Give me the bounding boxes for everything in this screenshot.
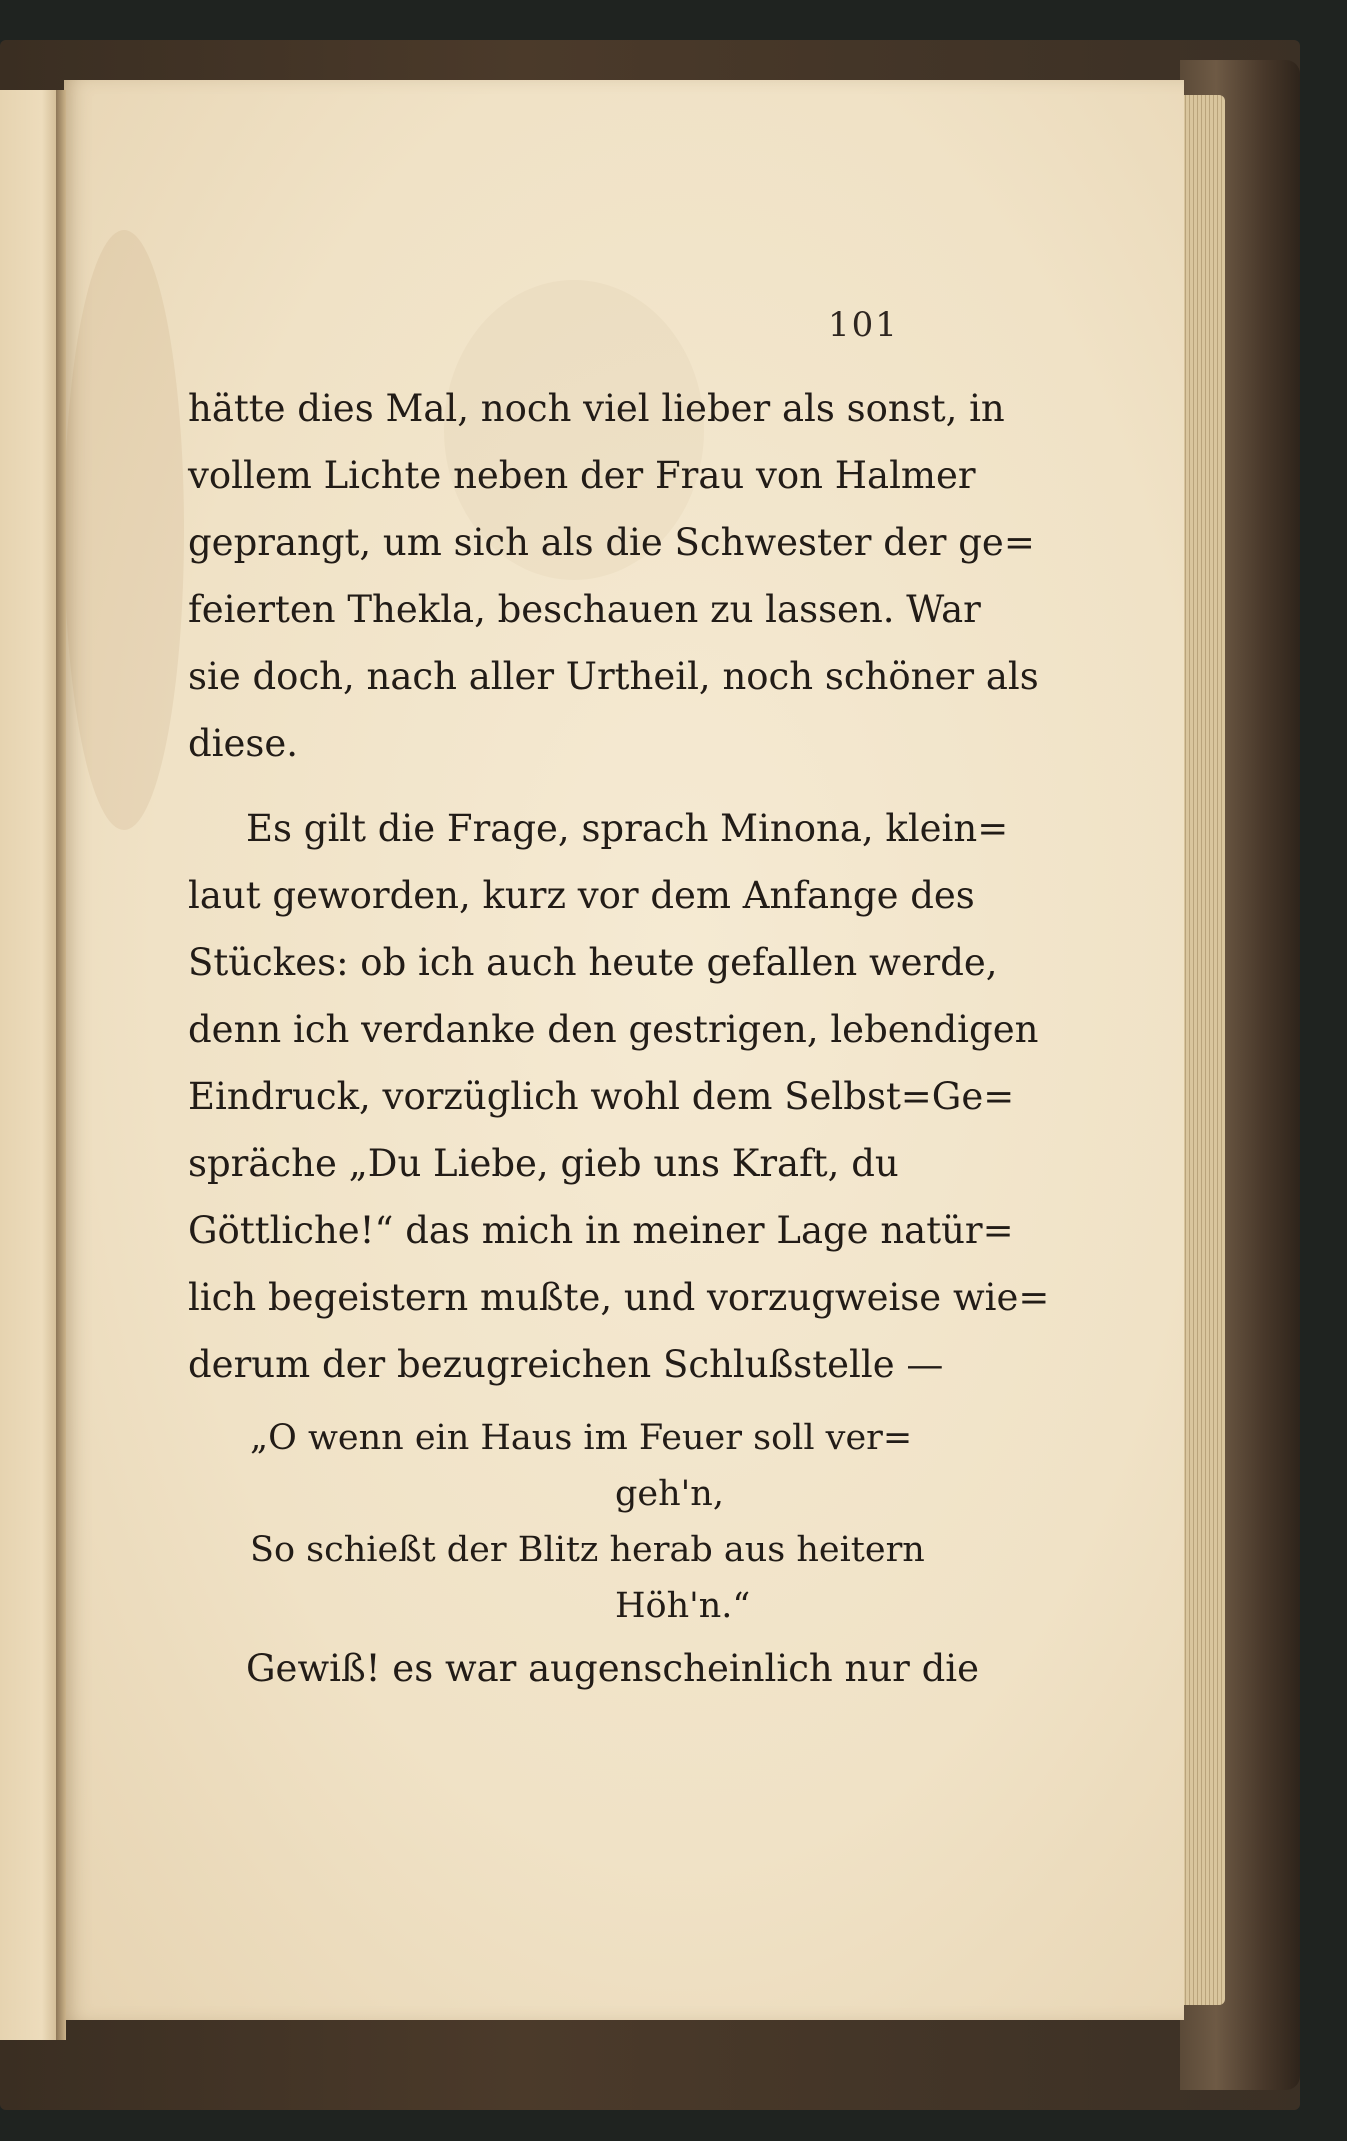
text-line: Göttliche!“ das mich in meiner Lage natür=	[188, 1209, 1014, 1252]
left-page	[0, 90, 60, 2040]
text-line: laut geworden, kurz vor dem Anfange des	[188, 874, 975, 917]
paragraph	[188, 375, 1039, 777]
text-line: derum der bezugreichen Schlußstelle —	[188, 1343, 944, 1386]
text-line: spräche „Du Liebe, gieb uns Kraft, du	[188, 1142, 899, 1185]
text-line: hätte dies Mal, noch viel lieber als sonst, in	[188, 387, 1005, 430]
page-stain	[64, 230, 184, 830]
verse-line: „O wenn ein Haus im Feuer soll ver=	[250, 1418, 913, 1458]
text-line: Eindruck, vorzüglich wohl dem Selbst=Ge=	[188, 1075, 1015, 1118]
verse-line: So schießt der Blitz herab aus heitern	[250, 1530, 925, 1570]
text-line: feierten Thekla, beschauen zu lassen. War	[188, 588, 981, 631]
text-line: Es gilt die Frage, sprach Minona, klein=	[246, 807, 1009, 850]
text-line: denn ich verdanke den gestrigen, lebendigen	[188, 1008, 1039, 1051]
text-line: diese.	[188, 722, 299, 765]
text-line: Gewiß! es war augenscheinlich nur die	[246, 1647, 980, 1690]
text-line: Stückes: ob ich auch heute gefallen werde,	[188, 941, 998, 984]
paragraph	[188, 1635, 980, 1702]
text-line: lich begeistern mußte, und vorzugweise wie=	[188, 1276, 1050, 1319]
page-number: 101	[828, 305, 899, 345]
text-line: geprangt, um sich als die Schwester der ge=	[188, 521, 1035, 564]
verse-line: Höh'n.“	[615, 1586, 751, 1626]
paragraph	[188, 795, 1050, 1398]
text-line: vollem Lichte neben der Frau von Halmer	[188, 454, 976, 497]
text-line: sie doch, nach aller Urtheil, noch schöner als	[188, 655, 1039, 698]
page-gutter	[56, 90, 66, 2040]
verse-quote	[250, 1410, 925, 1634]
verse-line: geh'n,	[615, 1474, 724, 1514]
